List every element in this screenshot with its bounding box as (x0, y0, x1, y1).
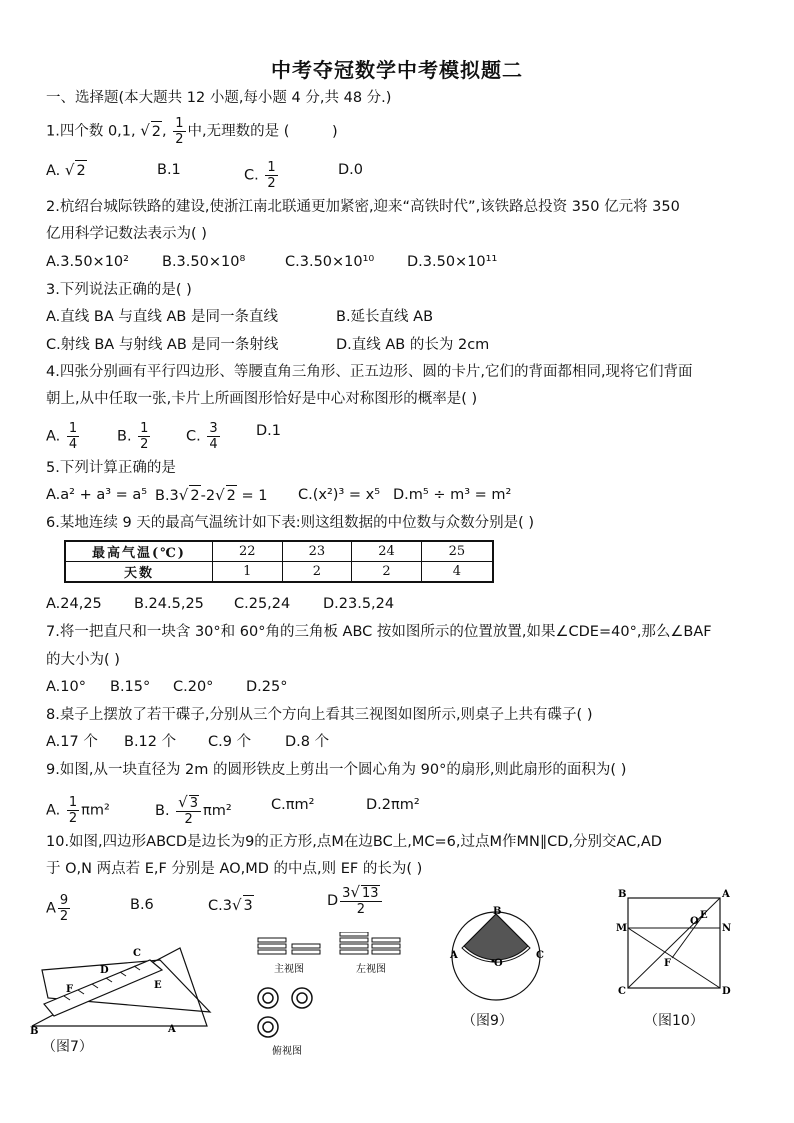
left-view-plates (340, 932, 400, 954)
q2-option-b: B.3.50×10⁸ (162, 254, 246, 270)
table-cell: 2 (282, 562, 352, 583)
front-view-plates (258, 938, 320, 954)
svg-text:N: N (722, 923, 732, 934)
svg-text:A: A (168, 1024, 176, 1034)
table-header-cell: 天数 (65, 562, 213, 583)
question-5-stem: 5.下列计算正确的是 (46, 460, 176, 476)
svg-text:B: B (618, 889, 627, 900)
q8-option-b: B.12 个 (124, 734, 177, 750)
table-cell: 22 (213, 541, 283, 562)
page-title: 中考夺冠数学中考模拟题二 (271, 58, 523, 82)
q10-option-c: C.3√ 3 (208, 896, 253, 914)
top-view-label: 俯视图 (272, 1046, 302, 1057)
q9-option-a: A. $\frac{1}{2}$ πm² (46, 795, 110, 826)
q3-option-a: A.直线 BA 与直线 AB 是同一条直线 (46, 309, 278, 325)
q4-option-b: B. $\frac{1}{2}$ (117, 421, 149, 452)
question-8-stem: 8.桌子上摆放了若干碟子,分别从三个方向上看其三视图如图所示,则桌子上共有碟子( ) (46, 707, 593, 723)
q5-option-c: C.(x²)³ = x⁵ (298, 487, 381, 503)
q8-option-c: C.9 个 (208, 734, 252, 750)
figure-9-caption: （图9） (462, 1013, 513, 1029)
svg-text:E: E (154, 980, 162, 991)
svg-text:F: F (66, 984, 74, 995)
svg-text:A: A (722, 889, 730, 900)
question-10-line-1: 10.如图,四边形ABCD是边长为9的正方形,点M在边BC上,MC=6,过点M作MN∥CD,分别交AC,AD (46, 834, 662, 850)
top-view-plates (258, 988, 312, 1037)
q9-option-c: C.πm² (271, 797, 315, 813)
left-view-label: 左视图 (356, 964, 386, 975)
question-9-stem: 9.如图,从一块直径为 2m 的圆形铁皮上剪出一个圆心角为 90°的扇形,则此扇形的面积为( ) (46, 762, 627, 778)
svg-text:O: O (690, 916, 699, 927)
question-2-line-1: 2.杭绍台城际铁路的建设,使浙江南北联通更加紧密,迎来“高铁时代”,该铁路总投资 350 亿元将 350 (46, 199, 680, 215)
svg-text:A: A (450, 950, 458, 961)
q5-option-d: D.m⁵ ÷ m³ = m² (393, 487, 512, 503)
table-row (65, 562, 493, 583)
q7-option-c: C.20° (173, 679, 214, 695)
q5-option-b: B.3√ 2-2√ 2 = 1 (155, 486, 268, 504)
q8-option-a: A.17 个 (46, 734, 98, 750)
section-heading: 一、选择题(本大题共 12 小题,每小题 4 分,共 48 分.) (46, 90, 392, 106)
q3-option-c: C.射线 BA 与射线 AB 是同一条射线 (46, 337, 279, 353)
figure-10-caption: （图10） (644, 1013, 704, 1029)
q6-option-a: A.24,25 (46, 596, 102, 612)
segment-md (628, 928, 720, 988)
question-2-line-2: 亿用科学记数法表示为( ) (46, 226, 207, 242)
q1-option-a: A. √ 2 (46, 161, 86, 179)
sqrt-sign: √ (140, 121, 150, 140)
q1-option-b: B.1 (157, 162, 181, 178)
q8-option-d: D.8 个 (285, 734, 330, 750)
figure-10-square (614, 888, 736, 996)
svg-text:C: C (133, 948, 141, 959)
q4-option-c: C. $\frac{3}{4}$ (186, 421, 218, 452)
q3-option-d: D.直线 AB 的长为 2cm (336, 337, 490, 353)
q3-option-b: B.延长直线 AB (336, 309, 434, 325)
q1-option-c: C. $\frac{1}{2}$ (244, 160, 276, 191)
q4-option-a: A. $\frac{1}{4}$ (46, 421, 78, 452)
question-4-line-2: 朝上,从中任取一张,卡片上所画图形恰好是中心对称图形的概率是( ) (46, 391, 478, 407)
q6-option-b: B.24.5,25 (134, 596, 204, 612)
q6-option-c: C.25,24 (234, 596, 291, 612)
question-10-line-2: 于 O,N 两点若 E,F 分别是 AO,MD 的中点,则 EF 的长为( ) (46, 861, 423, 877)
q7-option-a: A.10° (46, 679, 86, 695)
svg-text:M: M (616, 923, 628, 934)
question-1-stem: 1.四个数 0,1, √ 2, $\frac{1}{2}$ 中,无理数的是 ( ) (46, 116, 338, 147)
table-cell: 23 (282, 541, 352, 562)
svg-text:D: D (722, 986, 731, 996)
q10-option-b: B.6 (130, 897, 154, 913)
temperature-table (64, 540, 494, 583)
q7-option-d: D.25° (246, 679, 288, 695)
q2-option-d: D.3.50×10¹¹ (407, 254, 498, 270)
table-cell: 2 (352, 562, 422, 583)
table-cell: 24 (352, 541, 422, 562)
svg-text:B: B (30, 1026, 39, 1034)
svg-text:D: D (100, 965, 109, 976)
table-row (65, 541, 493, 562)
q2-option-a: A.3.50×10² (46, 254, 129, 270)
svg-text:E: E (700, 910, 708, 921)
table-cell: 25 (421, 541, 493, 562)
q10-option-d: D $\frac{3√ 13}{2}$ (327, 885, 384, 917)
q6-option-d: D.23.5,24 (323, 596, 395, 612)
q2-option-c: C.3.50×10¹⁰ (285, 254, 375, 270)
q9-option-d: D.2πm² (366, 797, 420, 813)
svg-text:F: F (664, 958, 672, 969)
svg-text:C: C (618, 986, 626, 996)
figure-9-sector (448, 906, 548, 1006)
question-3-stem: 3.下列说法正确的是( ) (46, 282, 192, 298)
table-header-cell: 最高气温(℃) (65, 541, 213, 562)
table-cell: 1 (213, 562, 283, 583)
svg-text:B: B (493, 906, 502, 917)
figure-7-caption: （图7） (42, 1039, 93, 1055)
figure-8-plates (252, 932, 402, 1057)
front-view-label: 主视图 (274, 964, 304, 975)
q5-option-a: A.a² + a³ = a⁵ (46, 487, 148, 503)
svg-text:O: O (494, 958, 503, 969)
fraction-half: $\frac{1}{2}$ (175, 116, 184, 147)
q1-option-d: D.0 (338, 162, 363, 178)
question-7-line-1: 7.将一把直尺和一块含 30°和 60°角的三角板 ABC 按如图所示的位置放置,如果∠CDE=40°,那么∠BAF (46, 624, 712, 640)
q9-option-b: B. $\frac{√ 3}{2}$ πm² (155, 793, 232, 827)
question-6-stem: 6.某地连续 9 天的最高气温统计如下表:则这组数据的中位数与众数分别是( ) (46, 515, 535, 531)
table-cell: 4 (421, 562, 493, 583)
svg-text:C: C (536, 950, 544, 961)
q7-option-b: B.15° (110, 679, 151, 695)
question-7-line-2: 的大小为( ) (46, 652, 120, 668)
q10-option-a: A $\frac{9}{2}$ (46, 893, 69, 924)
question-4-line-1: 4.四张分别画有平行四边形、等腰直角三角形、正五边形、圆的卡片,它们的背面都相同,现将它们背面 (46, 364, 693, 380)
figure-7-ruler-triangle (30, 944, 230, 1034)
q4-option-d: D.1 (256, 423, 281, 439)
